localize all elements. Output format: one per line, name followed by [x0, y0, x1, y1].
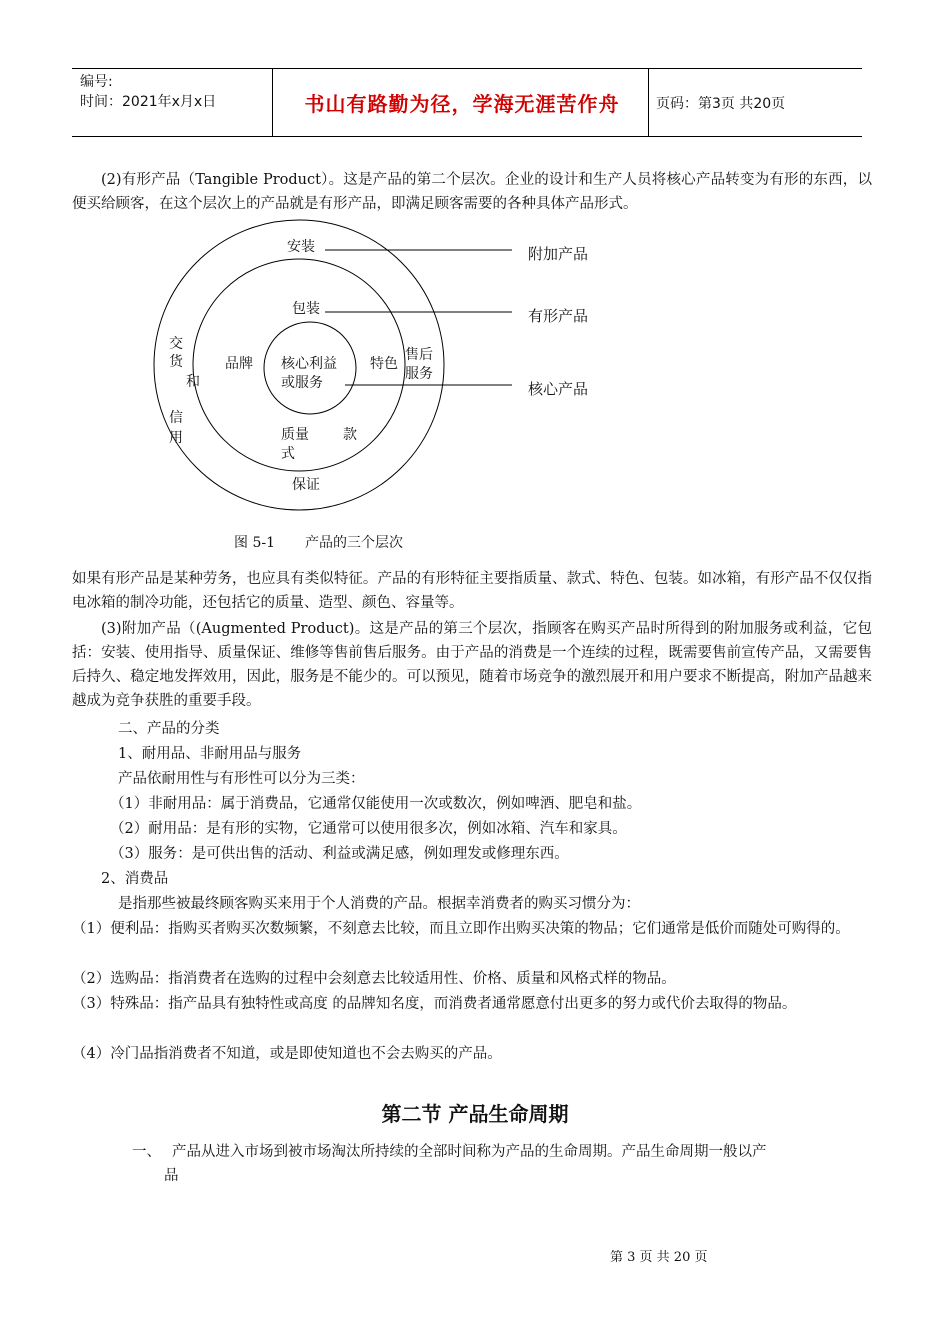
list-item-durables: （2）耐用品：是有形的实物，它通常可以使用很多次，例如冰箱、汽车和家具。: [110, 821, 627, 837]
label-packaging: 包装: [292, 301, 320, 317]
label-style: 款: [343, 427, 357, 443]
list-item-unsought: （4）冷门品指消费者不知道，或是即使知道也不会去购买的产品。: [72, 1046, 502, 1062]
callout-tangible-product: 有形产品: [528, 307, 589, 325]
section-item-number: 一、: [132, 1144, 161, 1160]
paragraph-augmented-product: (3)附加产品（(Augmented Product)。这是产品的第三个层次，指顾客在购买产品时所得到的附加服务或利益，它包括：安装、使用指导、质量保证、维修等售前售后服务。由于产品的消费是一个连续的过程，既需要售前宣传产品，又需要售后持久、稳定地发挥效用，因此，服务是不能少的。可以预见，随着市场竞争的激烈展开和用户要求不断提高，附加产品越来越成为竞争获胜的重要手段。: [72, 621, 872, 709]
header-page-info: 页码：第3页 共20页: [656, 96, 786, 112]
list-item-nondurables: （1）非耐用品：属于消费品，它通常仅能使用一次或数次，例如啤酒、肥皂和盐。: [110, 796, 642, 812]
heading-product-classification: 二、产品的分类: [118, 721, 220, 737]
label-delivery: 交: [169, 336, 183, 352]
label-delivery: 和: [186, 374, 200, 390]
label-core-benefit: 或服务: [281, 375, 323, 391]
list-item-convenience: （1）便利品：指购买者购买次数频繁，不刻意去比较，而且立即作出购买决策的物品；它们通常是低价而随处可购得的。: [72, 921, 850, 937]
label-installation: 安装: [287, 239, 315, 255]
section-title: 第二节 产品生命周期: [381, 1102, 569, 1126]
label-features: 特色: [370, 356, 398, 372]
list-item-shopping: （2）选购品：指消费者在选购的过程中会刻意去比较适用性、价格、质量和风格式样的物品。: [72, 971, 676, 987]
section-item-text: 产品从进入市场到被市场淘汰所持续的全部时间称为产品的生命周期。产品生命周期一般以产: [172, 1144, 767, 1160]
label-core-benefit: 核心利益: [281, 356, 337, 372]
label-credit: 信: [169, 410, 183, 426]
label-style: 式: [281, 446, 295, 462]
intro-paragraph: (2)有形产品（Tangible Product）。这是产品的第二个层次。企业的设计和生产人员将核心产品转变为有形的东西，以便买给顾客，在这个层次上的产品就是有形产品，即满足顾客需要的各种具体产品形式。: [72, 172, 872, 212]
heading-durables: 1、耐用品、非耐用品与服务: [118, 746, 302, 762]
label-brand: 品牌: [225, 356, 253, 372]
figure-caption-number: 图 5-1: [234, 535, 275, 551]
heading-consumer-goods: 2、消费品: [101, 871, 169, 887]
label-delivery: 货: [169, 354, 183, 370]
label-after-sales: 服务: [405, 366, 433, 382]
label-quality: 质量: [281, 427, 309, 443]
list-item-specialty: （3）特殊品：指产品具有独特性或高度 的品牌知名度，而消费者通常愿意付出更多的努力或代价去取得的物品。: [72, 996, 797, 1012]
paragraph-tangible-features: 如果有形产品是某种劳务，也应具有类似特征。产品的有形特征主要指质量、款式、特色、包装。如冰箱，有形产品不仅仅指电冰箱的制冷功能，还包括它的质量、造型、颜色、容量等。: [72, 571, 872, 611]
label-credit: 用: [169, 430, 183, 446]
header-time-label: 时间：2021年x月x日: [80, 94, 217, 110]
label-warranty: 保证: [292, 477, 320, 493]
header-number-label: 编号:: [80, 74, 113, 90]
text-consumer-goods-def: 是指那些被最终顾客购买来用于个人消费的产品。根据幸消费者的购买习惯分为：: [118, 896, 640, 912]
label-after-sales: 售后: [405, 347, 433, 363]
text-three-types: 产品依耐用性与有形性可以分为三类：: [118, 771, 365, 787]
header-motto: 书山有路勤为径，学海无涯苦作舟: [304, 92, 620, 116]
page-footer: 第 3 页 共 20 页: [610, 1250, 708, 1265]
section-item-text-cont: 品: [164, 1168, 179, 1184]
list-item-services: （3）服务：是可供出售的活动、利益或满足感，例如理发或修理东西。: [110, 846, 569, 862]
callout-augmented-product: 附加产品: [528, 245, 589, 263]
callout-core-product: 核心产品: [528, 380, 589, 398]
figure-caption-text: 产品的三个层次: [305, 535, 403, 551]
